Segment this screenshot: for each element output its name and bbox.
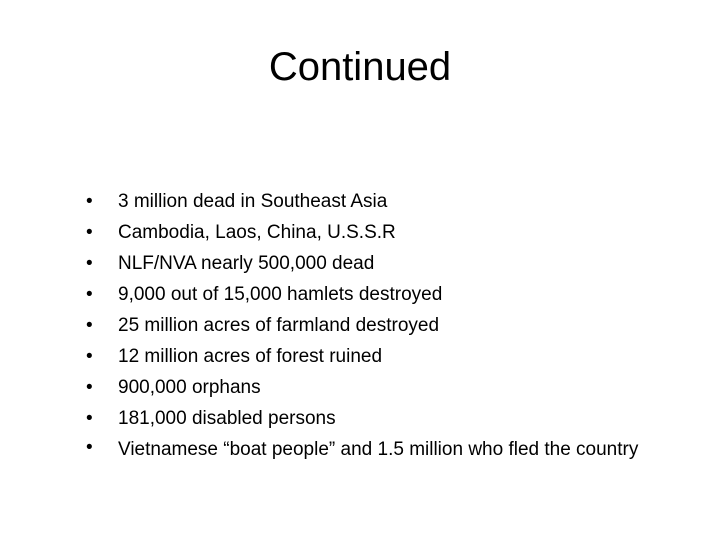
list-item	[86, 372, 666, 403]
bullet-text: 3 million dead in Southeast Asia	[118, 191, 388, 212]
bullet-icon: •	[86, 191, 93, 212]
list-item	[86, 217, 666, 248]
bullet-icon: •	[86, 437, 93, 458]
bullet-icon: •	[86, 408, 93, 429]
list-item	[86, 248, 666, 279]
bullet-icon: •	[86, 377, 93, 398]
list-item	[86, 403, 666, 434]
bullet-icon: •	[86, 315, 93, 336]
bullet-icon: •	[86, 346, 93, 367]
bullet-text: 25 million acres of farmland destroyed	[118, 315, 440, 336]
bullet-text: Cambodia, Laos, China, U.S.S.R	[118, 222, 396, 243]
bullet-icon: •	[86, 284, 93, 305]
bullet-text: NLF/NVA nearly 500,000 dead	[118, 253, 375, 274]
bullet-text: 181,000 disabled persons	[118, 408, 336, 429]
bullet-text: 900,000 orphans	[118, 377, 261, 398]
slide-title: Continued	[268, 45, 452, 89]
bullet-text: 12 million acres of forest ruined	[118, 346, 383, 367]
bullet-icon: •	[86, 253, 93, 274]
bullet-text: Vietnamese “boat people” and 1.5 million who fled the country	[118, 439, 639, 460]
bullet-text: 9,000 out of 15,000 hamlets destroyed	[118, 284, 443, 305]
list-item	[86, 186, 666, 217]
list-item	[86, 310, 666, 341]
list-item	[86, 279, 666, 310]
bullet-icon: •	[86, 222, 93, 243]
list-item	[86, 341, 666, 372]
list-item	[86, 434, 666, 463]
bullet-list	[86, 186, 666, 463]
